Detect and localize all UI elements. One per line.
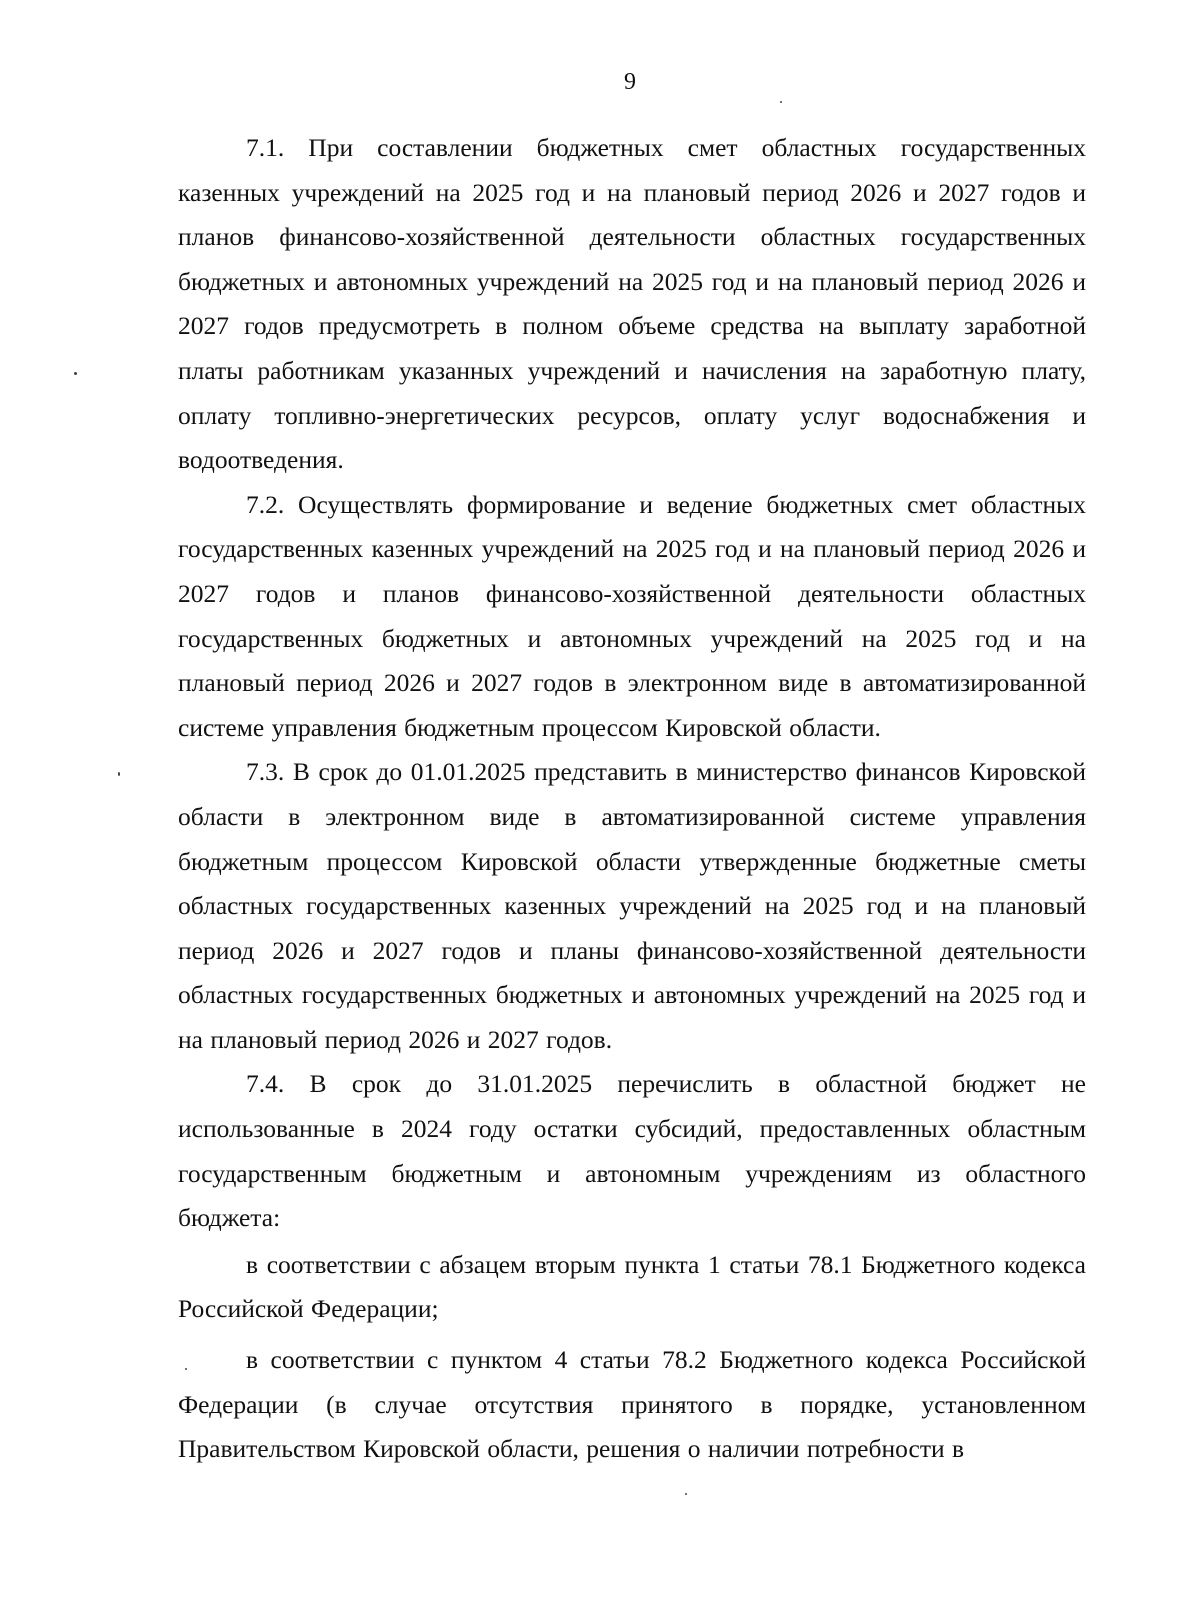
scan-speck [185,1368,187,1370]
scan-speck [685,1493,687,1495]
paragraph-7-2: 7.2. Осуществлять формирование и ведение бюджетных смет областных государственных казенных учреждений на 2025 год и на плановый период 2026 и 2027 годов и планов финансово-хозяйственной деятельности областных государственных бюджетных и автономных учреждений на 2025 год и на плановый период 2026 и 2027 годов в электронном виде в автоматизированной системе управления бюджетным процессом Кировской области. [178,489,1086,742]
paragraph-7-4-item-1: в соответствии с абзацем вторым пункта 1 статьи 78.1 Бюджетного кодекса Российской Федерации; [178,1249,1086,1324]
paragraph-7-4-item-2: в соответствии с пунктом 4 статьи 78.2 Бюджетного кодекса Российской Федерации (в случае отсутствия принятого в порядке, установленном Правительством Кировской области, решения о наличии потребности в [178,1345,1086,1464]
scan-speck [74,372,77,375]
page-number: 9 [624,69,636,95]
paragraph-7-4: 7.4. В срок до 31.01.2025 перечислить в областной бюджет не использованные в 2024 году остатки субсидий, предоставленных областным государственным бюджетным и автономным учреждениям из областного бюджета: [178,1069,1086,1233]
scan-speck [780,101,782,103]
paragraph-7-1: 7.1. При составлении бюджетных смет областных государственных казенных учреждений на 2025 год и на плановый период 2026 и 2027 годов и планов финансово-хозяйственной деятельности областных государственных бюджетных и автономных учреждений на 2025 год и на плановый период 2026 и 2027 годов предусмотреть в полном объеме средства на выплату заработной платы работникам указанных учреждений и начисления на заработную плату, оплату топливно-энергетических ресурсов, оплату услуг водоснабжения и водоотведения. [178,133,1086,475]
document-body [178,126,1086,1472]
paragraph-7-3: 7.3. В срок до 01.01.2025 представить в министерство финансов Кировской области в электронном виде в автоматизированной системе управления бюджетным процессом Кировской области утвержденные бюджетные сметы областных государственных казенных учреждений на 2025 год и на плановый период 2026 и 2027 годов и планы финансово-хозяйственной деятельности областных государственных бюджетных и автономных учреждений на 2025 год и на плановый период 2026 и 2027 годов. [178,757,1086,1054]
scan-speck [118,772,120,776]
